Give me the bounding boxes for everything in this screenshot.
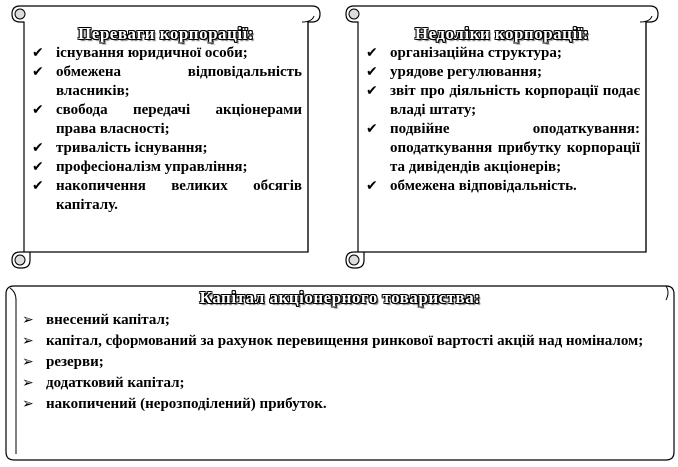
- capital-title: Капітал акціонерного товариства:: [199, 288, 481, 307]
- list-item: ➢ накопичений (нерозподілений) прибуток.: [20, 394, 660, 415]
- advantages-title: Переваги корпорації:: [78, 24, 254, 43]
- check-icon: ✔: [366, 64, 378, 80]
- arrowhead-icon: ➢: [22, 375, 34, 391]
- list-item: ✔ організаційна структура;: [366, 45, 562, 61]
- check-icon: ✔: [366, 121, 378, 137]
- check-icon: ✔: [366, 45, 378, 61]
- disadvantages-scroll: [336, 2, 658, 270]
- list-item: ➢ капітал, сформований за рахунок перевищення ринкової вартості акцій над номіналом;: [20, 331, 660, 352]
- check-icon: ✔: [32, 64, 44, 80]
- check-icon: ✔: [366, 178, 378, 194]
- list-item: ✔ професіоналізм управління;: [32, 159, 248, 175]
- check-icon: ✔: [32, 159, 44, 175]
- list-item: ✔ обмежена відповідальність.: [366, 178, 577, 194]
- list-item: ✔ свобода передачі акціонерами права власності;: [32, 102, 302, 137]
- list-item: ✔ тривалість існування;: [32, 140, 208, 156]
- disadvantages-list: [364, 44, 640, 196]
- capital-list: [20, 310, 660, 415]
- list-item: ✔ обмежена відповідальність власників;: [32, 64, 302, 99]
- list-item: ➢ додатковий капітал;: [20, 373, 660, 394]
- arrowhead-icon: ➢: [22, 333, 34, 349]
- list-item: ➢ внесений капітал;: [20, 310, 660, 331]
- check-icon: ✔: [32, 102, 44, 118]
- list-item: ✔ накопичення великих обсягів капіталу.: [32, 178, 302, 213]
- check-icon: ✔: [32, 45, 44, 61]
- check-icon: ✔: [32, 178, 44, 194]
- arrowhead-icon: ➢: [22, 312, 34, 328]
- check-icon: ✔: [366, 83, 378, 99]
- list-item: ✔ подвійне оподаткування: оподаткування прибутку корпорації та дивідендів акціонерів;: [366, 121, 640, 175]
- arrowhead-icon: ➢: [22, 396, 34, 412]
- list-item: ✔ урядове регулювання;: [366, 64, 542, 80]
- check-icon: ✔: [32, 140, 44, 156]
- advantages-list: [30, 44, 302, 215]
- disadvantages-title: Недоліки корпорації:: [414, 24, 590, 43]
- list-item: ✔ звіт про діяльність корпорації подає владі штату;: [366, 83, 640, 118]
- list-item: ✔ існування юридичної особи;: [32, 45, 248, 61]
- list-item: ➢ резерви;: [20, 352, 660, 373]
- advantages-scroll: [2, 2, 320, 270]
- capital-scroll: [2, 282, 676, 465]
- arrowhead-icon: ➢: [22, 354, 34, 370]
